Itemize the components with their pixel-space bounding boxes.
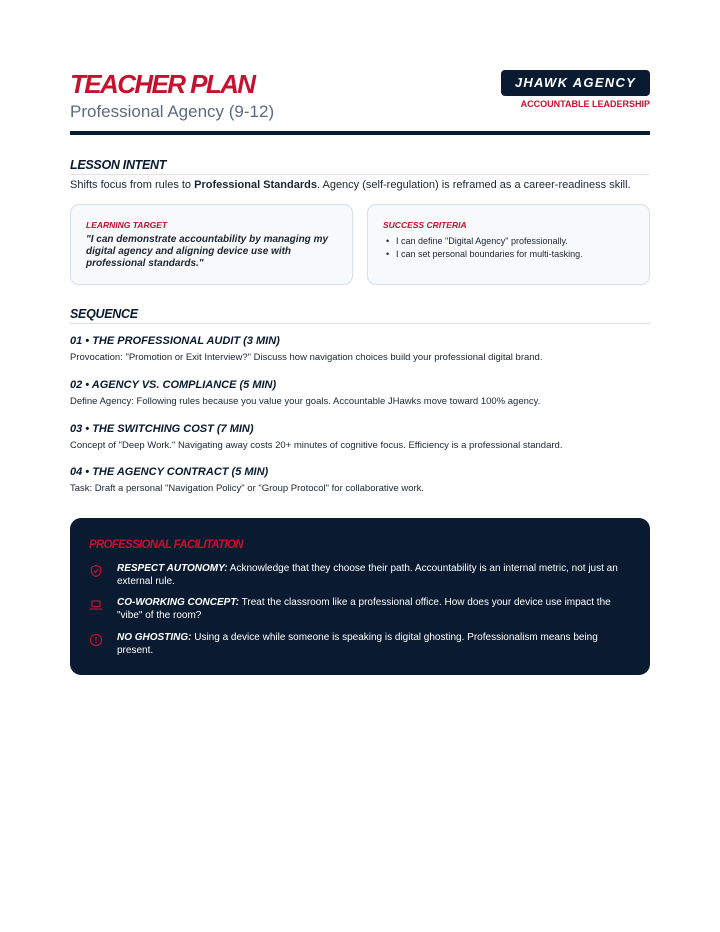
step-title: 04 • THE AGENCY CONTRACT (5 MIN) <box>70 466 269 478</box>
facilitation-body: Treat the classroom like a professional office. How does your device use impact the "vibe" of the room? <box>117 597 611 621</box>
facilitation-label: CO-WORKING CONCEPT: <box>117 597 240 608</box>
criteria-item: • I can define "Digital Agency" professionally. <box>386 235 583 248</box>
laptop-icon <box>89 598 103 612</box>
intent-text-start: Shifts focus from rules to <box>70 179 195 191</box>
success-criteria-list <box>386 235 583 260</box>
step-description: Define Agency: Following rules because you value your goals. Accountable JHawks move toward 100% agency. <box>70 396 541 407</box>
success-criteria-card <box>367 204 650 285</box>
step-title: 02 • AGENCY VS. COMPLIANCE (5 MIN) <box>70 379 277 391</box>
intent-text-emphasis: Professional Standards <box>194 179 317 191</box>
section-divider <box>70 174 650 175</box>
lesson-plan-page <box>70 0 650 656</box>
facilitation-text <box>117 563 634 588</box>
step-title: 03 • THE SWITCHING COST (7 MIN) <box>70 423 254 435</box>
sequence-heading: SEQUENCE <box>70 307 138 321</box>
facilitation-label: NO GHOSTING: <box>117 632 192 643</box>
lesson-intent-heading: LESSON INTENT <box>70 158 167 172</box>
header <box>70 0 650 136</box>
facilitation-heading: PROFESSIONAL FACILITATION <box>89 539 243 551</box>
learning-target-quote: "I can demonstrate accountability by managing my digital agency and aligning device use with professional standards." <box>86 234 329 269</box>
facilitation-text <box>117 597 634 622</box>
facilitation-label: RESPECT AUTONOMY: <box>117 563 228 574</box>
brand-tagline: ACCOUNTABLE LEADERSHIP <box>520 99 650 109</box>
section-divider <box>70 323 650 324</box>
learning-target-label: LEARNING TARGET <box>86 220 168 230</box>
learning-target-card <box>70 204 353 285</box>
brand-badge: JHAWK AGENCY <box>501 70 650 96</box>
facilitation-body: Using a device while someone is speaking is digital ghosting. Professionalism means being present. <box>117 632 598 656</box>
page-title: TEACHER PLAN <box>70 69 255 99</box>
step-description: Task: Draft a personal "Navigation Policy" or "Group Protocol" for collaborative work. <box>70 483 425 494</box>
success-criteria-label: SUCCESS CRITERIA <box>383 220 467 230</box>
step-title: 01 • THE PROFESSIONAL AUDIT (3 MIN) <box>70 335 280 347</box>
page-subtitle: Professional Agency (9-12) <box>70 102 275 121</box>
facilitation-text <box>117 632 634 657</box>
step-description: Provocation: "Promotion or Exit Interview?" Discuss how navigation choices build your professional digital brand. <box>70 352 543 363</box>
facilitation-panel <box>70 518 650 675</box>
intent-text-end: . Agency (self-regulation) is reframed as a career-readiness skill. <box>316 179 631 191</box>
header-divider <box>70 131 650 135</box>
criteria-item: • I can set personal boundaries for multi-tasking. <box>386 248 583 261</box>
facilitation-body: Acknowledge that they choose their path. Accountability is an internal metric, not just an external rule. <box>117 563 618 587</box>
shield-icon <box>89 564 103 578</box>
lesson-intent-text <box>70 178 650 192</box>
alert-circle-icon <box>89 633 103 647</box>
step-description: Concept of "Deep Work." Navigating away costs 20+ minutes of cognitive focus. Efficiency is a professional standard. <box>70 440 563 451</box>
